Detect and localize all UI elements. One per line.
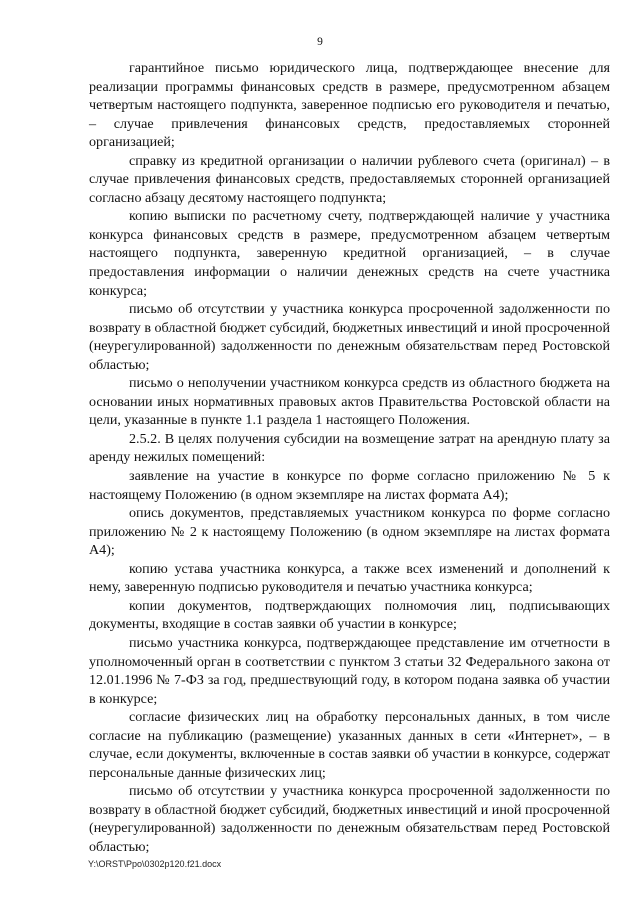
- paragraph: письмо об отсутствии у участника конкурса просроченной задолженности по возврату в областной бюджет субсидий, бюджетных инвестиций и иной просроченной (неурегулированной) задолженности по денежным обязательствам перед Ростовской областью;: [89, 301, 610, 373]
- section-heading-paragraph: 2.5.2. В целях получения субсидии на возмещение затрат на арендную плату за аренду нежилых помещений:: [89, 430, 610, 466]
- paragraph: письмо об отсутствии у участника конкурса просроченной задолженности по возврату в областной бюджет субсидий, бюджетных инвестиций и иной просроченной (неурегулированной) задолженности по денежным обязательствам перед Ростовской областью;: [89, 783, 610, 855]
- paragraph: копию выписки по расчетному счету, подтверждающей наличие у участника конкурса финансовых средств в размере, предусмотренном абзацем четвертым настоящего подпункта, заверенную кредитной организацией, – в случае предоставления информации о наличии денежных средств на счете участника конкурса;: [89, 208, 610, 299]
- footer-file-path: Y:\ORST\Ppo\0302p120.f21.docx: [88, 859, 222, 869]
- paragraph: копию устава участника конкурса, а также всех изменений и дополнений к нему, заверенную подписью руководителя и печатью участника конкурса;: [89, 560, 610, 596]
- paragraph: копии документов, подтверждающих полномочия лиц, подписывающих документы, входящие в состав заявки об участии в конкурсе;: [89, 597, 610, 633]
- paragraph: справку из кредитной организации о наличии рублевого счета (оригинал) – в случае привлечения финансовых средств, предоставляемых сторонней организацией согласно абзацу десятому настоящего подпункта;: [89, 152, 610, 206]
- paragraph: согласие физических лиц на обработку персональных данных, в том числе согласие на публикацию (размещение) указанных данных в сети «Интернет», – в случае, если документы, включенные в состав заявки об участии в конкурсе, содержат персональные данные физических лиц;: [89, 709, 610, 781]
- paragraph: заявление на участие в конкурсе по форме согласно приложению № 5 к настоящему Положению (в одном экземпляре на листах формата А4);: [89, 468, 610, 503]
- paragraph: опись документов, представляемых участником конкурса по форме согласно приложению № 2 к настоящему Положению (в одном экземпляре на листах формата А4);: [89, 505, 610, 559]
- paragraph: письмо участника конкурса, подтверждающее представление им отчетности в уполномоченный орган в соответствии с пунктом 3 статьи 32 Федерального закона от 12.01.1996 № 7-ФЗ за год, предшествующий году, в котором подана заявка об участии в конкурсе;: [89, 634, 610, 707]
- document-body: [89, 59, 610, 857]
- paragraph: письмо о неполучении участником конкурса средств из областного бюджета на основании иных нормативных правовых актов Правительства Ростовской области на цели, указанные в пункте 1.1 раздела 1 настоящего Положения.: [89, 375, 610, 429]
- page-number: 9: [317, 36, 323, 48]
- paragraph: гарантийное письмо юридического лица, подтверждающее внесение для реализации программы финансовых средств в размере, предусмотренном абзацем четвертым настоящего подпункта, заверенное подписью его руководителя и печатью, – случае привлечения финансовых средств, предоставляемых сторонней организацией;: [89, 60, 610, 151]
